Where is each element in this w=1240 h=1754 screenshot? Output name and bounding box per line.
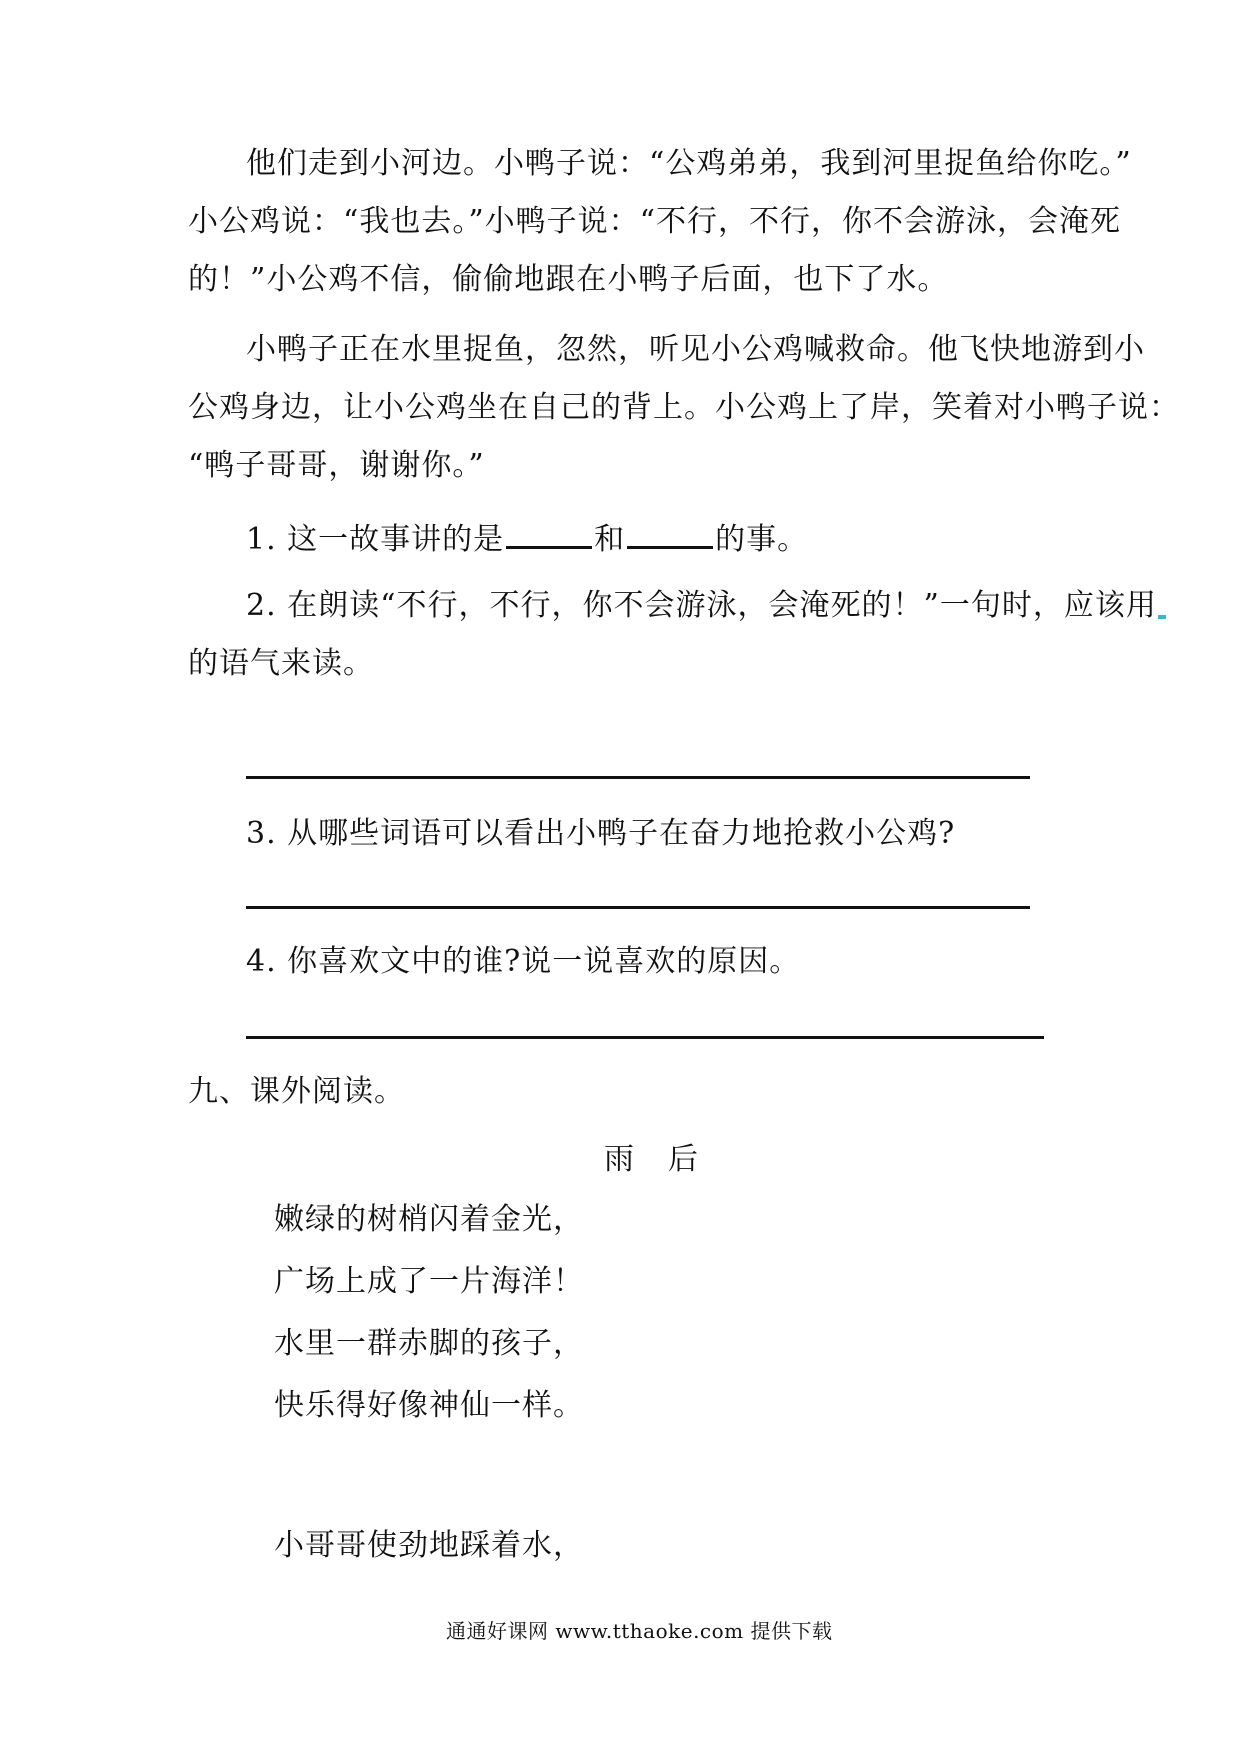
question-2-text: 2. 在朗读“不行，不行，你不会游泳，会淹死的！”一句时，应该用: [246, 588, 1157, 623]
story-paragraph-1-line-1: 他们走到小河边。小鸭子说：“公鸡弟弟，我到河里捉鱼给你吃。”: [246, 146, 1132, 181]
question-1-text-a: 1. 这一故事讲的是: [246, 522, 505, 557]
question-1-text-b: 和: [594, 522, 626, 557]
story-paragraph-2-line-3: “鸭子哥哥，谢谢你。”: [188, 448, 485, 483]
answer-line-question-2[interactable]: [246, 776, 1030, 779]
poem-line-5: 小哥哥使劲地踩着水，: [274, 1528, 584, 1563]
story-paragraph-1-line-3: 的！”小公鸡不信，偷偷地跟在小鸭子后面，也下了水。: [188, 262, 949, 297]
text-cursor-mark: [1158, 615, 1166, 619]
answer-line-question-4[interactable]: [246, 1036, 1044, 1039]
poem-line-4: 快乐得好像神仙一样。: [274, 1388, 584, 1423]
answer-blank-2[interactable]: [627, 516, 713, 549]
poem-line-2: 广场上成了一片海洋！: [274, 1264, 584, 1299]
poem-line-3: 水里一群赤脚的孩子，: [274, 1326, 584, 1361]
page-footer: 通通好课网 www.tthaoke.com 提供下载: [446, 1619, 833, 1643]
question-2-line-1: [246, 586, 1166, 626]
question-2-line-2: 的语气来读。: [188, 646, 374, 681]
answer-line-question-3[interactable]: [246, 906, 1030, 909]
poem-title: 雨后: [604, 1142, 732, 1177]
story-paragraph-1-line-2: 小公鸡说：“我也去。”小鸭子说：“不行，不行，你不会游泳，会淹死: [188, 204, 1122, 239]
question-1-text-c: 的事。: [715, 522, 809, 557]
section-9-heading: 九、课外阅读。: [188, 1074, 405, 1109]
question-1: [246, 516, 808, 560]
story-paragraph-2-line-1: 小鸭子正在水里捉鱼，忽然，听见小公鸡喊救命。他飞快地游到小: [246, 332, 1145, 367]
answer-blank-1[interactable]: [506, 516, 592, 549]
story-paragraph-2-line-2: 公鸡身边，让小公鸡坐在自己的背上。小公鸡上了岸，笑着对小鸭子说：: [188, 390, 1180, 425]
poem-line-1: 嫩绿的树梢闪着金光，: [274, 1202, 584, 1237]
question-4: 4. 你喜欢文中的谁?说一说喜欢的原因。: [246, 944, 801, 979]
question-3: 3. 从哪些词语可以看出小鸭子在奋力地抢救小公鸡?: [246, 816, 956, 851]
